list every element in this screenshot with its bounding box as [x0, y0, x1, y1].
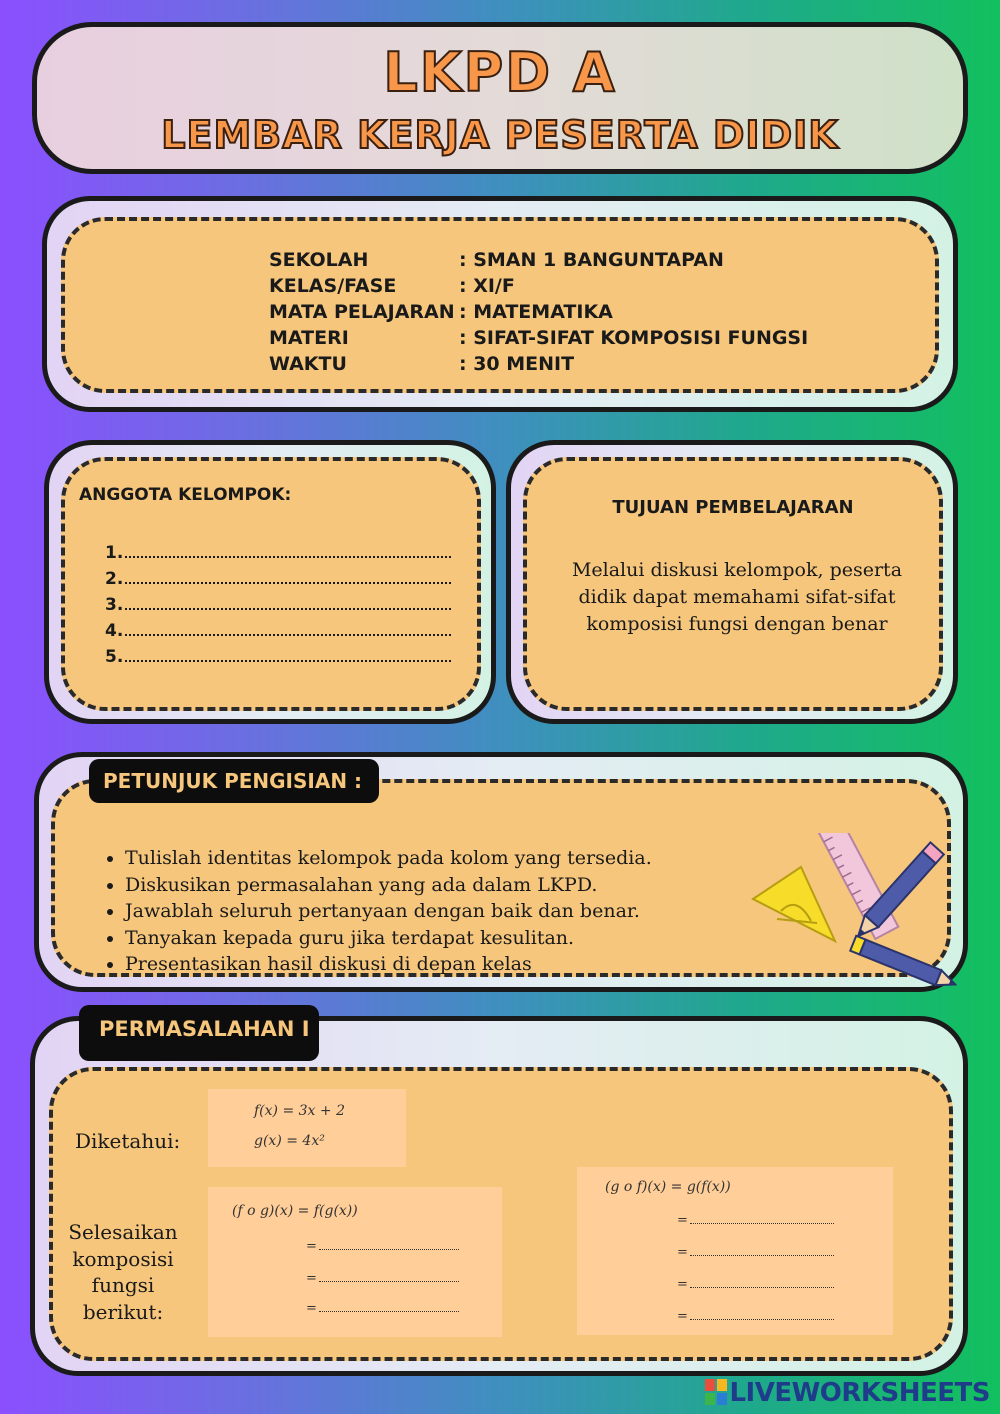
- fog-formula: (f o g)(x) = f(g(x)): [232, 1203, 358, 1219]
- goal-card: [506, 440, 958, 724]
- member-number: 5.: [105, 647, 124, 667]
- stationery-illustration: [747, 833, 957, 1003]
- member-line[interactable]: [105, 621, 451, 641]
- answer-line[interactable]: [677, 1309, 834, 1324]
- goal-box: [523, 457, 943, 711]
- page-title: LKPD A: [383, 41, 617, 104]
- answer-line[interactable]: [306, 1239, 459, 1254]
- gof-answer-box: [577, 1167, 893, 1335]
- instruction-item: • Diskusikan permasalahan yang ada dalam LKPD.: [125, 872, 652, 899]
- identity-value: : XI/F: [459, 275, 515, 297]
- instructions-title: PETUNJUK PENGISIAN :: [89, 759, 379, 803]
- answer-line[interactable]: [677, 1277, 834, 1292]
- problem-title: PERMASALAHAN I: [79, 1005, 319, 1061]
- function-g: g(x) = 4x²: [254, 1133, 325, 1149]
- identity-box: [61, 217, 939, 393]
- answer-line[interactable]: [306, 1271, 459, 1286]
- equals-sign: =: [677, 1213, 688, 1228]
- liveworksheets-watermark[interactable]: [705, 1378, 990, 1408]
- fog-answer-box: [208, 1187, 502, 1337]
- identity-key: MATA PELAJARAN: [269, 301, 455, 323]
- instructions-card: [34, 752, 968, 992]
- instruction-item: • Tanyakan kepada guru jika terdapat kesulitan.: [125, 925, 652, 952]
- member-number: 2.: [105, 569, 124, 589]
- equals-sign: =: [306, 1271, 317, 1286]
- members-box: [61, 457, 481, 711]
- ruler-icon: [819, 833, 898, 939]
- instructions-list: [125, 845, 652, 978]
- liveworksheets-logo-icon: [705, 1379, 727, 1405]
- title-card: [32, 22, 968, 174]
- page-subtitle: LEMBAR KERJA PESERTA DIDIK: [161, 113, 839, 157]
- member-number: 4.: [105, 621, 124, 641]
- solve-label: Selesaikan komposisi fungsi berikut:: [68, 1220, 178, 1324]
- identity-value: : MATEMATIKA: [459, 301, 613, 323]
- instruction-item: • Jawablah seluruh pertanyaan dengan baik dan benar.: [125, 898, 652, 925]
- member-line[interactable]: [105, 647, 451, 667]
- identity-value: : SIFAT-SIFAT KOMPOSISI FUNGSI: [459, 327, 809, 349]
- instruction-item: • Presentasikan hasil diskusi di depan kelas: [125, 951, 652, 978]
- identity-key: WAKTU: [269, 353, 347, 375]
- pencil-icon: [850, 936, 957, 992]
- instructions-box: [51, 779, 951, 977]
- members-title: ANGGOTA KELOMPOK:: [79, 485, 292, 505]
- problem-card: [30, 1016, 968, 1376]
- function-f: f(x) = 3x + 2: [254, 1103, 345, 1119]
- equals-sign: =: [306, 1239, 317, 1254]
- known-label: Diketahui:: [75, 1129, 181, 1153]
- member-line[interactable]: [105, 569, 451, 589]
- identity-key: KELAS/FASE: [269, 275, 397, 297]
- equals-sign: =: [677, 1277, 688, 1292]
- identity-value: : SMAN 1 BANGUNTAPAN: [459, 249, 724, 271]
- members-card: [44, 440, 496, 724]
- known-functions: [208, 1089, 406, 1167]
- identity-key: SEKOLAH: [269, 249, 369, 271]
- member-number: 3.: [105, 595, 124, 615]
- member-line[interactable]: [105, 595, 451, 615]
- identity-key: MATERI: [269, 327, 349, 349]
- member-line[interactable]: [105, 543, 451, 563]
- answer-line[interactable]: [677, 1245, 834, 1260]
- instruction-item: • Tulislah identitas kelompok pada kolom yang tersedia.: [125, 845, 652, 872]
- equals-sign: =: [306, 1301, 317, 1316]
- equals-sign: =: [677, 1309, 688, 1324]
- problem-box: [49, 1067, 953, 1361]
- identity-card: [42, 196, 958, 412]
- goal-title: TUJUAN PEMBELAJARAN: [612, 497, 854, 518]
- gof-formula: (g o f)(x) = g(f(x)): [605, 1179, 731, 1195]
- goal-text: Melalui diskusi kelompok, peserta didik dapat memahami sifat-sifat komposisi fungsi dengan benar: [571, 559, 903, 635]
- watermark-text: LIVEWORKSHEETS: [729, 1378, 990, 1408]
- identity-value: : 30 MENIT: [459, 353, 575, 375]
- equals-sign: =: [677, 1245, 688, 1260]
- answer-line[interactable]: [677, 1213, 834, 1228]
- member-number: 1.: [105, 543, 124, 563]
- protractor-icon: [753, 867, 835, 941]
- answer-line[interactable]: [306, 1301, 459, 1316]
